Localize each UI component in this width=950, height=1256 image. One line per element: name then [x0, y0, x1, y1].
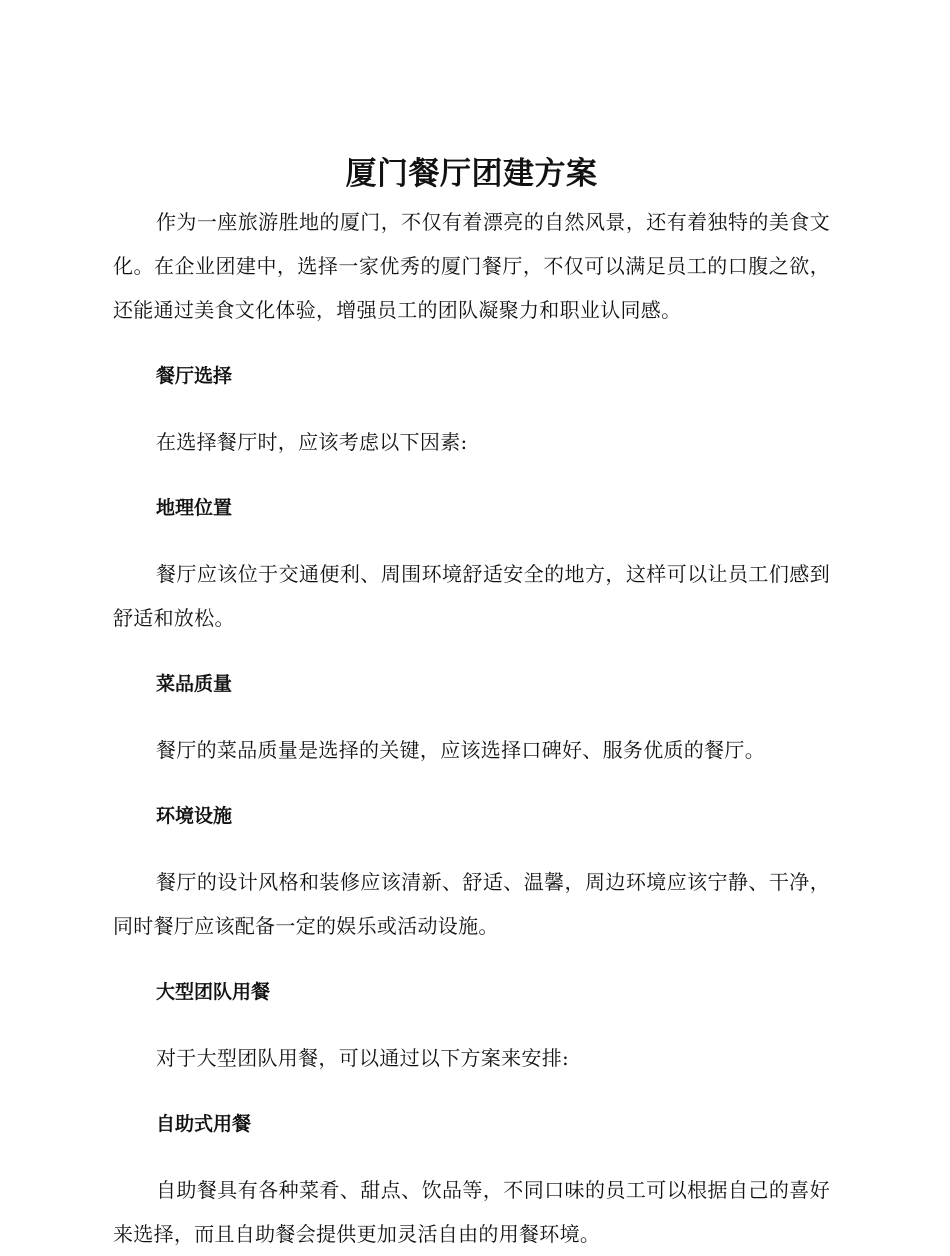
- section-body-dish-quality: 餐厅的菜品质量是选择的关键，应该选择口碑好、服务优质的餐厅。: [156, 738, 765, 762]
- section-body-restaurant-choice: 在选择餐厅时，应该考虑以下因素:: [156, 430, 468, 454]
- section-heading-buffet: 自助式用餐: [156, 1113, 252, 1135]
- section-body-buffet: 自助餐具有各种菜肴、甜点、饮品等，不同口味的员工可以根据自己的喜好来选择，而且自助餐会提供更加灵活自由的用餐环境。: [113, 1178, 830, 1246]
- section-body-large-group: 对于大型团队用餐，可以通过以下方案来安排:: [156, 1046, 570, 1070]
- section-heading-environment: 环境设施: [156, 805, 233, 827]
- section-heading-large-group: 大型团队用餐: [156, 981, 271, 1003]
- section-body-environment: 餐厅的设计风格和装修应该清新、舒适、温馨，周边环境应该宁静、干净，同时餐厅应该配备一定的娱乐或活动设施。: [113, 870, 830, 938]
- section-heading-location: 地理位置: [156, 497, 233, 519]
- section-heading-dish-quality: 菜品质量: [156, 673, 233, 695]
- section-heading-restaurant-choice: 餐厅选择: [156, 365, 233, 387]
- section-body-location: 餐厅应该位于交通便利、周围环境舒适安全的地方，这样可以让员工们感到舒适和放松。: [113, 562, 830, 630]
- document-title: 厦门餐厅团建方案: [345, 156, 598, 192]
- intro-paragraph: 作为一座旅游胜地的厦门，不仅有着漂亮的自然风景，还有着独特的美食文化。在企业团建中，选择一家优秀的厦门餐厅，不仅可以满足员工的口腹之欲，还能通过美食文化体验，增强员工的团队凝聚力和职业认同感。: [113, 210, 830, 322]
